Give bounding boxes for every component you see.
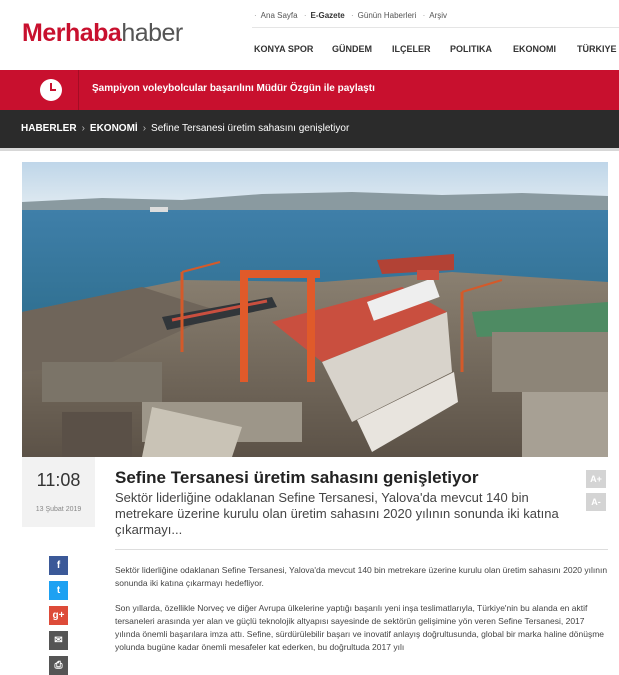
article-time-box: [22, 457, 95, 527]
nav-item-ilceler[interactable]: ILÇELER: [392, 44, 431, 54]
clock-icon: [40, 79, 62, 101]
nav-item-turkiye[interactable]: TÜRKIYE: [577, 44, 617, 54]
top-link-archive[interactable]: Arşiv: [429, 11, 448, 20]
chevron-right-icon: ›: [142, 123, 147, 134]
print-icon: ⎙: [54, 660, 63, 671]
top-link-home[interactable]: Ana Sayfa: [260, 11, 298, 20]
site-header: [0, 0, 619, 70]
print-button[interactable]: [49, 656, 68, 675]
top-links: · Ana Sayfa · E-Gazete · Günün Haberleri · Arşiv: [254, 11, 448, 20]
breadcrumb-current: Sefine Tersanesi üretim sahasını genişletiyor: [151, 123, 350, 134]
email-icon: ✉: [54, 635, 63, 646]
summary-divider: [115, 549, 608, 550]
font-decrease-button[interactable]: A-: [586, 493, 606, 511]
breadcrumb-section[interactable]: EKONOMİ: [89, 123, 138, 134]
chevron-right-icon: ›: [81, 123, 85, 134]
google-plus-share-button[interactable]: [49, 606, 68, 625]
breadcrumb-home[interactable]: HABERLER: [21, 123, 77, 134]
google-plus-icon: g+: [52, 610, 65, 621]
article-photo: [22, 162, 608, 457]
nav-item-politika[interactable]: POLITIKA: [450, 44, 492, 54]
font-increase-button[interactable]: A+: [586, 470, 606, 488]
facebook-share-button[interactable]: [49, 556, 68, 575]
article-paragraph: Son yıllarda, özellikle Norveç ve diğer Avrupa ülkelerine yaptığı başarılı yeni inşa teslimatlarıyla, Türkiye'nin bu alanda en aktif tersaneleri arasında yer alan ve güçlü teknolojik altyapısı sayesinde de sektörün gelişimine yön veren Sefine Tersanesi, 2017 yılında önemli başarılara imza attı. Sefine, sürdürülebilir başarı ve inovatif anlayış doğrultusunda, global bir marka haline dönüşme yolunda bugüne kadar önemli mesafeler kat ederken, bu doğrultuda 2017 yılı: [115, 603, 605, 652]
breadcrumb: [21, 123, 349, 134]
site-logo[interactable]: Merhabahaber: [22, 19, 183, 47]
email-share-button[interactable]: [49, 631, 68, 650]
nav-item-konya-spor[interactable]: KONYA SPOR: [254, 44, 314, 54]
twitter-share-button[interactable]: [49, 581, 68, 600]
ticker-headline[interactable]: Şampiyon voleybolcular başarılını Müdür Özgün ile paylaştı: [92, 83, 375, 94]
article-summary: Sektör liderliğine odaklanan Sefine Tersanesi, Yalova'da mevcut 140 bin metrekare üzerine kurulu olan üretim sahasını 2020 yılının sonunda iki katına çıkarmayı...: [115, 490, 559, 537]
nav-item-ekonomi[interactable]: EKONOMI: [513, 44, 557, 54]
ticker-divider: [78, 70, 79, 110]
top-link-egazete[interactable]: E-Gazete: [310, 11, 345, 20]
shipyard-image: [22, 162, 608, 457]
article-date: 13 Şubat 2019: [35, 506, 82, 513]
article-paragraph: Sektör liderliğine odaklanan Sefine Tersanesi, Yalova'da mevcut 140 bin metrekare üzerine kurulu olan üretim sahasını 2020 yılının sonunda iki katına çıkarmayı hedefliyor.: [115, 565, 608, 588]
facebook-icon: f: [56, 560, 61, 571]
article-time: 11:08: [36, 470, 81, 490]
twitter-icon: t: [56, 585, 61, 596]
header-divider: [252, 27, 619, 28]
top-link-daily-news[interactable]: Günün Haberleri: [357, 11, 417, 20]
nav-item-gundem[interactable]: GÜNDEM: [332, 44, 372, 54]
article-title: Sefine Tersanesi üretim sahasını genişletiyor: [115, 468, 479, 487]
